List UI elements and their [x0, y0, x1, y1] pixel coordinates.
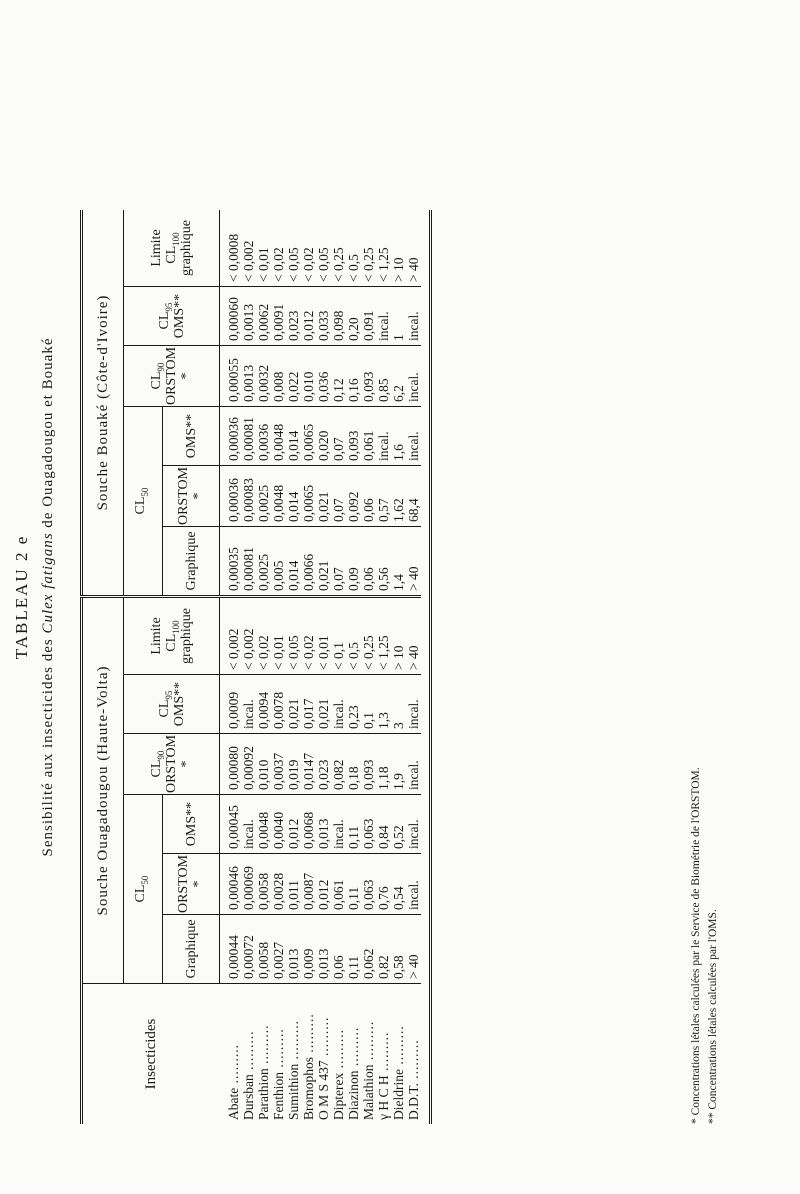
- cl95-b: OMS**: [171, 681, 187, 727]
- table-cell: 0,1: [361, 712, 376, 729]
- sensitivity-table: [80, 210, 432, 1124]
- table-cell: 0,005: [271, 560, 286, 591]
- header-cl90-orstom-ouaga: [124, 734, 220, 795]
- table-cell: 0,013: [316, 948, 331, 979]
- table-cell: 0,0087: [301, 872, 316, 910]
- insecticide-label: Bromophos: [300, 1056, 316, 1120]
- insecticide-label: Fenthion: [270, 1071, 286, 1120]
- table-cell: < 0,25: [331, 247, 346, 282]
- values-list: [226, 795, 421, 849]
- header-cl95-oms-bouake: [124, 287, 220, 346]
- header-graphique-bouake: Graphique: [163, 527, 220, 597]
- table-cell: 0,036: [316, 371, 331, 402]
- dot-leader: .........: [405, 1039, 421, 1084]
- table-cell: 0,52: [391, 825, 406, 849]
- table-cell: 0,12: [331, 378, 346, 402]
- cl95-a: $CL_{95}$: [156, 302, 174, 330]
- insecticide-name: [346, 984, 361, 1120]
- dot-leader: .........: [315, 1016, 331, 1061]
- table-cell: < 0,5: [346, 642, 361, 670]
- table-cell: < 0,5: [346, 254, 361, 282]
- table-cell: 0,0040: [271, 811, 286, 849]
- table-cell: 0,0009: [226, 691, 241, 729]
- table-cell: < 0,02: [271, 247, 286, 282]
- table-cell: incal.: [406, 699, 421, 729]
- values-list: [226, 287, 421, 341]
- table-cell: 0,012: [286, 818, 301, 849]
- table-cell: 0,00081: [241, 547, 256, 591]
- header-cl50-bouake: [124, 407, 163, 597]
- table-cell: 0,017: [301, 698, 316, 729]
- col-bouake-cl95-oms: [220, 287, 422, 346]
- insecticide-name: [391, 984, 406, 1120]
- header-oms-bouake: OMS**: [163, 407, 220, 466]
- table-title: TABLEAU 2 e: [12, 534, 31, 660]
- table-cell: > 10: [391, 645, 406, 670]
- dot-leader: .........: [390, 1025, 406, 1070]
- dot-leader: .........: [300, 1013, 316, 1057]
- table-cell: 0,021: [316, 491, 331, 522]
- table-bottom-pad: [421, 210, 431, 1124]
- col-ouaga-orstom: [220, 854, 422, 915]
- table-cell: 0,85: [376, 378, 391, 402]
- table-cell: 0,033: [316, 310, 331, 341]
- table-cell: 0,07: [331, 567, 346, 591]
- dot-leader: .........: [345, 1026, 361, 1071]
- insecticide-name: [226, 984, 241, 1120]
- cl90-a: $CL_{90}$: [149, 362, 166, 390]
- header-graphique-ouaga: Graphique: [163, 915, 220, 984]
- insecticide-name: [316, 984, 331, 1120]
- table-cell: < 0,01: [316, 635, 331, 670]
- cl90-c: *: [179, 760, 194, 768]
- dot-leader: .........: [225, 1044, 241, 1088]
- limite-a: Limite: [149, 229, 164, 267]
- orstom-a: ORSTOM: [176, 854, 191, 914]
- cl50-label-ouaga: $CL_{50}$: [133, 875, 150, 903]
- table-cell: 0,11: [346, 886, 361, 910]
- table-cell: 0,021: [316, 560, 331, 591]
- cl50-label-bouake: $CL_{50}$: [133, 487, 150, 515]
- table-cell: < 0,25: [361, 635, 376, 670]
- table-cell: 0,0025: [256, 553, 271, 591]
- insecticide-label: Abate: [225, 1087, 241, 1120]
- table-cell: < 0,01: [256, 247, 271, 282]
- insecticide-label: Malathion: [360, 1064, 376, 1120]
- insecticide-name: [301, 984, 316, 1120]
- footnote-orstom: * Concentrations létales calculées par le Service de Biométrie de l'ORSTOM.: [690, 767, 702, 1124]
- table-cell: 0,00036: [226, 417, 241, 461]
- table-cell: 0,82: [376, 955, 391, 979]
- table-cell: 0,0032: [256, 364, 271, 402]
- header-souche-ouagadougou: Souche Ouagadougou (Haute-Volta): [82, 597, 124, 984]
- table-cell: 0,022: [286, 371, 301, 402]
- table-cell: incal.: [406, 819, 421, 849]
- table-cell: 0,84: [376, 825, 391, 849]
- header-insecticides: Insecticides: [82, 984, 220, 1125]
- dot-leader: .........: [330, 1029, 346, 1073]
- table-cell: 0,0027: [271, 941, 286, 979]
- table-cell: 0,093: [361, 759, 376, 790]
- values-list: [226, 675, 421, 729]
- table-cell: 0,063: [361, 818, 376, 849]
- table-cell: 0,012: [301, 310, 316, 341]
- dot-leader: .........: [270, 1028, 286, 1072]
- table-cell: > 40: [406, 954, 421, 979]
- table-cell: > 40: [406, 257, 421, 282]
- limite-b: $CL_{100}$: [164, 620, 181, 652]
- table-cell: 1,6: [391, 444, 406, 461]
- table-cell: 0,57: [376, 498, 391, 522]
- table-cell: 0,00081: [241, 417, 256, 461]
- table-cell: 0,00092: [241, 746, 256, 790]
- insecticide-name: [406, 984, 421, 1120]
- header-cl90-orstom-bouake: [124, 346, 220, 407]
- table-cell: incal.: [376, 431, 391, 461]
- insecticide-name: [256, 984, 271, 1120]
- table-cell: < 1,25: [376, 635, 391, 670]
- insecticide-label: Sumithion: [285, 1063, 301, 1120]
- subtitle-post: de Ouagadougou et Bouaké: [40, 337, 56, 528]
- table-cell: 0,092: [346, 491, 361, 522]
- table-cell: 1: [391, 334, 406, 341]
- footnote-oms: ** Concentrations létales calculées par l'OMS.: [707, 909, 719, 1124]
- table-cell: 0,082: [331, 759, 346, 790]
- table-cell: < 0,02: [256, 635, 271, 670]
- table-cell: 0,061: [331, 879, 346, 910]
- table-cell: 0,54: [391, 886, 406, 910]
- limite-c: graphique: [179, 608, 194, 664]
- table-cell: 0,00060: [226, 297, 241, 341]
- col-bouake-cl90-orstom: [220, 346, 422, 407]
- dot-leader: .........: [285, 1019, 301, 1064]
- col-bouake-orstom: [220, 466, 422, 527]
- table-cell: 0,019: [286, 759, 301, 790]
- col-ouaga-oms: [220, 795, 422, 854]
- table-cell: incal.: [406, 880, 421, 910]
- table-cell: incal.: [376, 311, 391, 341]
- table-cell: 0,20: [346, 317, 361, 341]
- insecticide-label: Parathion: [255, 1068, 271, 1120]
- insecticide-label: D.D.T.: [405, 1083, 421, 1120]
- table-cell: 0,56: [376, 567, 391, 591]
- table-cell: < 0,02: [301, 635, 316, 670]
- table-cell: < 0,002: [241, 240, 256, 282]
- table-cell: 0,00046: [226, 866, 241, 910]
- table-cell: > 40: [406, 566, 421, 591]
- table-cell: 0,098: [331, 310, 346, 341]
- header-cl95-oms-ouaga: [124, 675, 220, 734]
- table-cell: incal.: [241, 819, 256, 849]
- table-cell: 0,0036: [256, 423, 271, 461]
- table-cell: 0,014: [286, 491, 301, 522]
- dot-leader: .........: [375, 1031, 391, 1076]
- table-cell: 6,2: [391, 385, 406, 402]
- table-cell: 0,0065: [301, 423, 316, 461]
- table-cell: 1,4: [391, 574, 406, 591]
- table-cell: 0,23: [346, 705, 361, 729]
- table-cell: 0,76: [376, 886, 391, 910]
- table-cell: 0,0048: [271, 423, 286, 461]
- dot-leader: .........: [240, 1030, 256, 1075]
- table-cell: incal.: [331, 819, 346, 849]
- insecticide-name: [241, 984, 256, 1120]
- col-bouake-graphique: [220, 527, 422, 597]
- table-cell: < 0,05: [316, 247, 331, 282]
- table-cell: 0,06: [361, 498, 376, 522]
- insecticide-label: Dursban: [240, 1074, 256, 1120]
- table-cell: < 0,1: [331, 642, 346, 670]
- values-list: [226, 407, 421, 461]
- values-list: [226, 598, 421, 670]
- table-cell: 0,020: [316, 430, 331, 461]
- insecticide-name: [271, 984, 286, 1120]
- table-cell: 0,11: [346, 825, 361, 849]
- values-list: [226, 346, 421, 402]
- orstom-a: ORSTOM: [176, 466, 191, 526]
- table-cell: 0,009: [301, 948, 316, 979]
- table-cell: 0,0025: [256, 484, 271, 522]
- subtitle-species: Culex fatigans: [40, 532, 56, 634]
- table-cell: 0,09: [346, 567, 361, 591]
- table-cell: < 0,0008: [226, 233, 241, 282]
- col-ouaga-cl95-oms: [220, 675, 422, 734]
- table-cell: 0,0037: [271, 752, 286, 790]
- table-cell: 1,18: [376, 766, 391, 790]
- values-list: [226, 915, 421, 979]
- limite-b: $CL_{100}$: [164, 232, 181, 264]
- orstom-b: *: [191, 880, 206, 888]
- table-cell: < 0,05: [286, 247, 301, 282]
- table-cell: 0,023: [316, 759, 331, 790]
- table-cell: 0,012: [316, 879, 331, 910]
- table-cell: < 0,25: [361, 247, 376, 282]
- table-cell: 0,16: [346, 378, 361, 402]
- table-cell: 0,010: [256, 759, 271, 790]
- insecticide-name: [361, 984, 376, 1120]
- table-cell: 0,0065: [301, 484, 316, 522]
- table-cell: 0,0078: [271, 691, 286, 729]
- table-cell: 0,00055: [226, 358, 241, 402]
- table-cell: 0,0048: [271, 484, 286, 522]
- table-cell: > 10: [391, 257, 406, 282]
- table-cell: < 0,01: [271, 635, 286, 670]
- table-cell: 0,00035: [226, 547, 241, 591]
- limite-c: graphique: [179, 220, 194, 276]
- col-bouake-oms: [220, 407, 422, 466]
- table-cell: 0,093: [361, 371, 376, 402]
- values-list: [226, 210, 421, 282]
- table-cell: 0,013: [316, 818, 331, 849]
- header-cl50-ouaga: [124, 795, 163, 984]
- table-cell: 0,014: [286, 560, 301, 591]
- col-ouaga-limite: [220, 597, 422, 675]
- insecticide-name: [376, 984, 391, 1120]
- table-cell: 0,00069: [241, 866, 256, 910]
- table-cell: 1,3: [376, 712, 391, 729]
- insecticide-label: Dipterex: [330, 1072, 346, 1120]
- table-cell: 0,0062: [256, 303, 271, 341]
- table-cell: 0,011: [286, 880, 301, 910]
- table-cell: 0,021: [316, 698, 331, 729]
- table-cell: 0,07: [331, 498, 346, 522]
- insecticide-names-column: [220, 984, 422, 1125]
- subtitle-pre: Sensibilité aux insecticides des: [40, 638, 56, 857]
- insecticide-label: Diazinon: [345, 1070, 361, 1120]
- table-cell: > 40: [406, 645, 421, 670]
- table-cell: 0,0058: [256, 872, 271, 910]
- cl95-a: $CL_{95}$: [156, 690, 174, 718]
- insecticide-label: O M S 437: [315, 1060, 331, 1120]
- insecticide-name: [331, 984, 346, 1120]
- table-cell: 0,0028: [271, 872, 286, 910]
- header-limite-bouake: [124, 210, 220, 287]
- header-oms-ouaga: OMS**: [163, 795, 220, 854]
- header-orstom-ouaga: [163, 854, 220, 915]
- cl95-b: OMS**: [171, 293, 187, 339]
- header-souche-bouake: Souche Bouaké (Côte-d'Ivoire): [82, 210, 124, 597]
- values-list: [226, 734, 421, 790]
- table-cell: 0,023: [286, 310, 301, 341]
- table-cell: 0,014: [286, 430, 301, 461]
- table-cell: 0,58: [391, 955, 406, 979]
- cl90-c: *: [179, 372, 194, 380]
- table-cell: < 1,25: [376, 247, 391, 282]
- table-cell: 1,9: [391, 773, 406, 790]
- table-cell: 0,0058: [256, 941, 271, 979]
- table-cell: < 0,05: [286, 635, 301, 670]
- table-cell: 0,00045: [226, 805, 241, 849]
- footnotes: [688, 767, 722, 1124]
- table-cell: 0,00083: [241, 478, 256, 522]
- table-cell: 0,0068: [301, 811, 316, 849]
- table-cell: 0,11: [346, 955, 361, 979]
- insecticide-label: γ H C H: [375, 1075, 391, 1120]
- values-list: [226, 527, 421, 591]
- table-cell: < 0,02: [301, 247, 316, 282]
- table-cell: 0,062: [361, 948, 376, 979]
- dot-leader: .........: [360, 1020, 376, 1065]
- cl90-b: ORSTOM: [164, 346, 179, 406]
- table-cell: 1,62: [391, 498, 406, 522]
- table-cell: 0,0066: [301, 553, 316, 591]
- table-cell: < 0,002: [241, 628, 256, 670]
- table-cell: 68,4: [406, 498, 421, 522]
- table-cell: 0,008: [271, 371, 286, 402]
- table-cell: incal.: [406, 372, 421, 402]
- col-ouaga-graphique: [220, 915, 422, 984]
- table-cell: 0,0091: [271, 303, 286, 341]
- table-cell: 0,0013: [241, 303, 256, 341]
- table-cell: incal.: [331, 699, 346, 729]
- table-cell: 0,0147: [301, 752, 316, 790]
- table-cell: 0,0013: [241, 364, 256, 402]
- table-cell: 0,00044: [226, 935, 241, 979]
- table-cell: 0,0094: [256, 691, 271, 729]
- col-bouake-limite: [220, 210, 422, 287]
- table-cell: incal.: [406, 311, 421, 341]
- table-cell: 0,00036: [226, 478, 241, 522]
- table-cell: 0,06: [361, 567, 376, 591]
- header-limite-ouaga: [124, 597, 220, 675]
- values-list: [226, 854, 421, 910]
- insecticide-list: [226, 984, 421, 1120]
- table-subtitle: [40, 0, 57, 1194]
- table-cell: 0,18: [346, 766, 361, 790]
- table-cell: 0,013: [286, 948, 301, 979]
- orstom-b: *: [191, 492, 206, 500]
- values-list: [226, 466, 421, 522]
- table-cell: incal.: [406, 760, 421, 790]
- table-cell: 0,00080: [226, 746, 241, 790]
- table-cell: 0,0048: [256, 811, 271, 849]
- table-cell: 0,021: [286, 698, 301, 729]
- table-cell: 3: [391, 722, 406, 729]
- table-cell: 0,010: [301, 371, 316, 402]
- dot-leader: .........: [255, 1024, 271, 1069]
- cl90-a: $CL_{90}$: [149, 750, 166, 778]
- table-cell: < 0,002: [226, 628, 241, 670]
- cl90-b: ORSTOM: [164, 734, 179, 794]
- table-cell: 0,093: [346, 430, 361, 461]
- insecticide-label: Dieldrine: [390, 1069, 406, 1120]
- table-cell: 0,063: [361, 879, 376, 910]
- limite-a: Limite: [149, 617, 164, 655]
- insecticide-name: [286, 984, 301, 1120]
- header-orstom-bouake: [163, 466, 220, 527]
- table-cell: incal.: [241, 699, 256, 729]
- col-ouaga-cl90-orstom: [220, 734, 422, 795]
- table-cell: 0,061: [361, 430, 376, 461]
- table-cell: incal.: [406, 431, 421, 461]
- table-cell: 0,091: [361, 310, 376, 341]
- table-cell: 0,06: [331, 955, 346, 979]
- table-cell: 0,00072: [241, 935, 256, 979]
- table-cell: 0,07: [331, 437, 346, 461]
